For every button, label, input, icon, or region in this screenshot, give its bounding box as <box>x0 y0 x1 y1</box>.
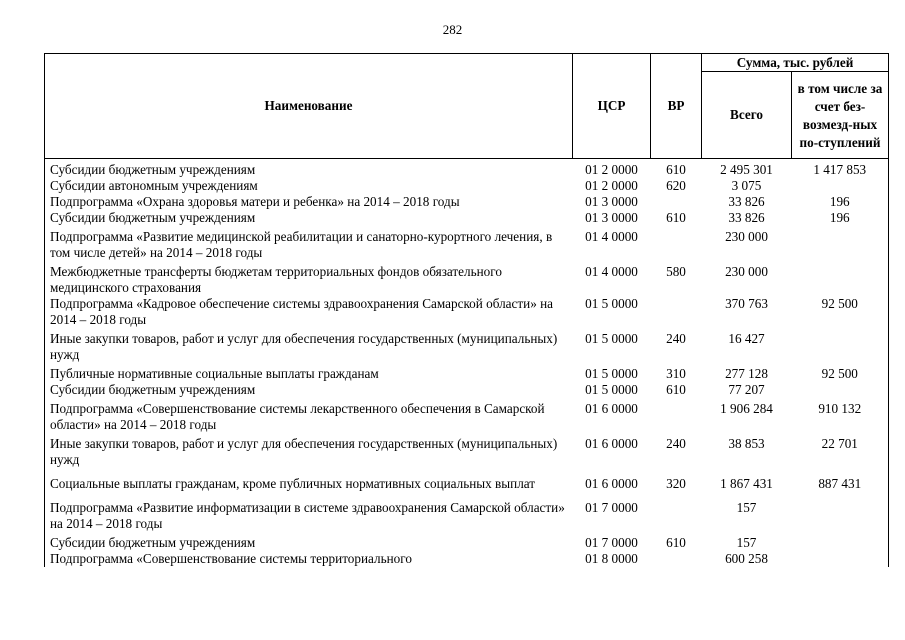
table-row <box>45 551 889 567</box>
row-name: Субсидии автономным учреждениям <box>50 178 258 193</box>
row-csr: 01 5 0000 <box>585 296 638 311</box>
row-total: 33 826 <box>728 194 765 209</box>
row-csr: 01 5 0000 <box>585 382 638 397</box>
row-total: 1 867 431 <box>720 476 773 491</box>
table-row <box>45 226 889 261</box>
table-row <box>45 159 889 179</box>
header-name: Наименование <box>45 54 573 159</box>
row-csr: 01 4 0000 <box>585 229 638 244</box>
row-csr: 01 2 0000 <box>585 162 638 177</box>
row-csr: 01 5 0000 <box>585 331 638 346</box>
row-vr: 610 <box>666 162 686 177</box>
row-vr <box>651 296 702 328</box>
row-free: 196 <box>829 194 850 209</box>
row-free <box>792 178 889 194</box>
row-name: Подпрограмма «Совершенствование системы лекарственного обеспечения в Самарской области» на 2014 – 2018 годы <box>50 401 545 432</box>
row-name: Подпрограмма «Кадровое обеспечение системы здравоохранения Самарской области» на 2014 – 2018 годы <box>50 296 554 327</box>
row-free <box>792 328 889 363</box>
row-free <box>792 492 889 532</box>
header-total: Всего <box>702 72 792 159</box>
row-name: Межбюджетные трансферты бюджетам территориальных фондов обязательного медицинского страхования <box>50 264 502 295</box>
row-free: 92 500 <box>821 296 858 311</box>
table-row <box>45 363 889 382</box>
row-vr: 610 <box>666 210 686 225</box>
row-name: Социальные выплаты гражданам, кроме публичных нормативных социальных выплат <box>50 476 536 491</box>
table-row <box>45 492 889 532</box>
row-name: Иные закупки товаров, работ и услуг для обеспечения государственных (муниципальных) нужд <box>50 436 558 467</box>
row-free: 1 417 853 <box>813 162 867 177</box>
row-csr: 01 8 0000 <box>585 551 638 566</box>
row-csr: 01 6 0000 <box>585 401 638 416</box>
table-row <box>45 296 889 328</box>
row-vr <box>651 226 702 261</box>
row-name: Подпрограмма «Совершенствование системы территориального <box>50 551 412 566</box>
row-total: 3 075 <box>731 178 762 193</box>
table-row <box>45 532 889 551</box>
row-total: 157 <box>736 500 757 515</box>
row-total: 16 427 <box>728 331 765 346</box>
row-name: Субсидии бюджетным учреждениям <box>50 162 256 177</box>
row-vr: 240 <box>666 436 686 451</box>
row-vr: 310 <box>666 366 686 381</box>
row-vr <box>651 398 702 433</box>
row-name: Подпрограмма «Развитие медицинской реабилитации и санаторно-курортного лечения, в том числе детей» на 2014 – 2018 годы <box>50 229 553 260</box>
row-vr: 610 <box>666 535 686 550</box>
row-total: 230 000 <box>725 264 768 279</box>
row-free <box>792 226 889 261</box>
table-row <box>45 194 889 210</box>
row-vr: 620 <box>666 178 686 193</box>
row-total: 38 853 <box>728 436 765 451</box>
row-csr: 01 3 0000 <box>585 194 638 209</box>
header-csr: ЦСР <box>573 54 651 159</box>
row-free: 22 701 <box>821 436 858 451</box>
row-name: Субсидии бюджетным учреждениям <box>50 382 256 397</box>
table-row <box>45 433 889 468</box>
table-row <box>45 382 889 398</box>
table-body <box>45 159 889 568</box>
header-sum: Сумма, тыс. рублей <box>702 54 889 72</box>
row-total: 230 000 <box>725 229 768 244</box>
table-row <box>45 468 889 492</box>
table-header <box>45 54 889 159</box>
row-csr: 01 7 0000 <box>585 500 638 515</box>
row-name: Подпрограмма «Охрана здоровья матери и ребенка» на 2014 – 2018 годы <box>50 194 460 209</box>
row-csr: 01 2 0000 <box>585 178 638 193</box>
row-total: 600 258 <box>725 551 768 566</box>
table-row <box>45 178 889 194</box>
row-vr <box>651 551 702 567</box>
row-free: 196 <box>829 210 850 225</box>
table-row <box>45 210 889 226</box>
row-free <box>792 551 889 567</box>
budget-table <box>44 53 889 567</box>
row-vr: 240 <box>666 331 686 346</box>
row-free <box>792 532 889 551</box>
row-vr: 580 <box>666 264 686 279</box>
row-name: Субсидии бюджетным учреждениям <box>50 210 256 225</box>
row-name: Субсидии бюджетным учреждениям <box>50 535 256 550</box>
row-csr: 01 3 0000 <box>585 210 638 225</box>
row-total: 2 495 301 <box>720 162 773 177</box>
row-total: 157 <box>736 535 757 550</box>
row-csr: 01 6 0000 <box>585 436 638 451</box>
header-vr: ВР <box>651 54 702 159</box>
row-name: Иные закупки товаров, работ и услуг для обеспечения государственных (муниципальных) нужд <box>50 331 558 362</box>
row-total: 1 906 284 <box>720 401 773 416</box>
row-free: 910 132 <box>818 401 862 416</box>
row-name: Подпрограмма «Развитие информатизации в системе здравоохранения Самарской области» на 2014 – 2018 годы <box>50 500 565 531</box>
row-csr: 01 7 0000 <box>585 535 638 550</box>
row-total: 33 826 <box>728 210 765 225</box>
row-free: 92 500 <box>821 366 858 381</box>
row-free <box>792 261 889 296</box>
page-number: 282 <box>442 22 463 37</box>
row-free: 887 431 <box>818 476 862 491</box>
row-total: 370 763 <box>725 296 768 311</box>
row-csr: 01 4 0000 <box>585 264 638 279</box>
row-total: 77 207 <box>728 382 765 397</box>
row-vr: 610 <box>666 382 686 397</box>
row-vr <box>651 492 702 532</box>
table-row <box>45 261 889 296</box>
row-csr: 01 5 0000 <box>585 366 638 381</box>
row-vr <box>651 194 702 210</box>
table-row <box>45 328 889 363</box>
row-vr: 320 <box>666 476 686 491</box>
table-row <box>45 398 889 433</box>
row-csr: 01 6 0000 <box>585 476 638 491</box>
row-free <box>792 382 889 398</box>
header-free: в том числе за счет без-возмезд-ных по-ступлений <box>792 72 889 159</box>
row-name: Публичные нормативные социальные выплаты гражданам <box>50 366 379 381</box>
row-total: 277 128 <box>725 366 768 381</box>
